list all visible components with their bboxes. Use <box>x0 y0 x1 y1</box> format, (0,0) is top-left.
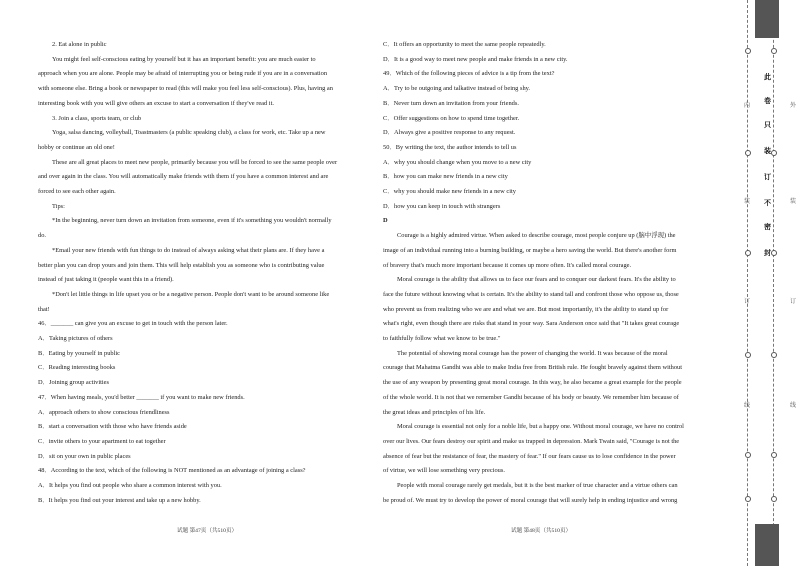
inner-binding-label: 线 <box>744 402 751 409</box>
text-line: and over again in the class. You will automatically make friends with them if you have a common interest and are <box>38 173 329 181</box>
text-line: B．Eating by yourself in public <box>38 349 121 357</box>
text-line: the use of any weapon by presenting great moral courage. In this way, he also became a great example for the people <box>383 379 682 387</box>
text-line: absence of fear but the resistance of fear, the mastery of fear." If our fears cause us to lose confidence in the power <box>383 452 676 460</box>
text-line: of virtue, we will lose something very precious. <box>383 467 505 475</box>
binding-notice-char: 此 <box>764 73 771 81</box>
text-line: over our lives. Our fears destroy our spirit and make us trapped in depression. Mark Twain said, "Courage is not the <box>383 437 680 445</box>
text-line: Moral courage is essential not only for a noble life, but a happy one. Without moral courage, we have no control <box>397 423 684 431</box>
binding-hole-circle <box>771 48 777 54</box>
inner-binding-label: 内 <box>744 102 751 109</box>
text-line: These are all great places to meet new people, primarily because you will be forced to see the same people over <box>52 158 338 166</box>
binding-hole-circle <box>745 452 751 458</box>
text-line: B．how you can make new friends in a new city <box>383 173 508 181</box>
text-line: 3. Join a class, sports team, or club <box>52 114 142 122</box>
text-line: A．approach others to show conscious friendliness <box>38 408 170 416</box>
text-line: People with moral courage rarely get medals, but it is the best marker of true character and a virtue others can <box>397 482 678 490</box>
text-line: of bravery that's much more important because it comes up more often. It's called moral courage. <box>383 261 632 269</box>
text-line: The potential of showing moral courage has the power of changing the world. It was because of the moral <box>397 349 668 357</box>
text-line: B．Never turn down an invitation from your friends. <box>383 99 519 107</box>
page-footer-right: 试题 第48页（共510页） <box>511 528 572 534</box>
text-line: instead of just taking it (people want this in a friend). <box>38 276 174 284</box>
text-line: Courage is a highly admired virtue. When asked to describe courage, most people conjure up (脑中浮现) the <box>397 232 676 240</box>
binding-hole-circle <box>745 496 751 502</box>
binding-notice-char: 只 <box>764 121 771 129</box>
binding-notice-char: 订 <box>764 173 771 181</box>
binding-notice-char: 卷 <box>764 97 771 105</box>
text-line: Moral courage is the ability that allows us to face our fears and to conquer our darkest fears. It's the ability to <box>397 276 676 284</box>
binding-hole-circle <box>745 48 751 54</box>
text-line: 50．By writing the text, the author intends to tell us <box>383 143 517 151</box>
text-line: the great ideas and principles of his life. <box>383 408 486 416</box>
text-line: to faithfully follow what we know to be true." <box>383 335 501 343</box>
text-line: *Email your new friends with fun things to do instead of always asking what their plans are. If they have a <box>52 246 325 254</box>
text-line: *In the beginning, never turn down an invitation from someone, even if it's something you wouldn't normally <box>52 217 332 225</box>
text-line: Yoga, salsa dancing, volleyball, Toastmasters (a public speaking club), a class for work, etc. Take up a new <box>52 129 326 137</box>
binding-notice-char: 封 <box>764 249 771 257</box>
text-line: C．invite others to your apartment to eat together <box>38 437 166 445</box>
left-column <box>38 38 368 509</box>
section-heading: D <box>383 217 388 225</box>
text-line: B．It helps you find out your interest and take up a new hobby. <box>38 496 201 504</box>
text-line: D．sit on your own in public places <box>38 452 131 460</box>
text-line: do. <box>38 232 46 240</box>
text-line: You might feel self-conscious eating by yourself but it has an important benefit: you are much easier to <box>52 55 316 63</box>
text-line: B．start a conversation with those who have friends aside <box>38 423 187 431</box>
text-line: D．It is a good way to meet new people and make friends in a new city. <box>383 55 568 63</box>
binding-hole-circle <box>771 352 777 358</box>
text-line: who prevent us from realizing who we are and what we are. But most importantly, it's the ability to stand up for <box>383 305 669 313</box>
text-line: D．Joining group activities <box>38 379 109 387</box>
binding-hole-circle <box>745 352 751 358</box>
text-line: 46．_______ can give you an excuse to get in touch with the person later. <box>38 320 228 328</box>
binding-hole-circle <box>771 150 777 156</box>
outer-binding-label: 订 <box>790 298 797 305</box>
inner-binding-label: 订 <box>744 298 751 305</box>
text-line: face the future without knowing what is certain. It's the ability to stand tall and confront those who oppose us, those <box>383 290 679 298</box>
text-line: courage that Mahatma Gandhi was able to make India free from British rule. He fought bravely against them without <box>383 364 683 372</box>
text-line: A．It helps you find out people who share a common interest with you. <box>38 482 222 490</box>
text-line: 2. Eat alone in public <box>52 41 107 48</box>
text-line: A．why you should change when you move to a new city <box>383 158 532 166</box>
text-line: with someone else. Bring a book or newspaper to read (this will make you feel less self-conscious). Plus, having an <box>38 85 333 93</box>
text-line: better plan you can drop yours and join them. This will help establish you as someone who is contributing value <box>38 261 325 269</box>
text-line: that! <box>38 305 50 313</box>
outer-binding-label: 线 <box>790 402 797 409</box>
binding-hole-circle <box>745 250 751 256</box>
page-footer-left: 试题 第47页（共510页） <box>177 528 238 534</box>
text-line: Tips: <box>52 202 65 210</box>
text-line: 48．According to the text, which of the following is NOT mentioned as an advantage of joining a class? <box>38 467 306 475</box>
outer-binding-label: 装 <box>790 198 797 205</box>
binding-block-bottom <box>755 524 779 566</box>
binding-block-top <box>755 0 779 38</box>
binding-hole-circle <box>771 452 777 458</box>
text-line: A．Try to be outgoing and talkative instead of being shy. <box>383 85 531 93</box>
right-column <box>383 38 723 509</box>
inner-binding-label: 装 <box>744 198 751 205</box>
binding-hole-circle <box>771 250 777 256</box>
binding-notice-char: 不 <box>764 199 771 207</box>
binding-notice-char: 密 <box>764 223 771 231</box>
text-line: interesting book with you will give others an excuse to start a conversation if they've read it. <box>38 99 274 107</box>
binding-hole-circle <box>745 150 751 156</box>
text-line: be proud of. We must try to develop the power of moral courage that will surely help in ending injustice and wrong <box>383 496 678 504</box>
text-line: hobby or continue an old one! <box>38 143 115 151</box>
binding-rule-inner <box>747 0 748 566</box>
text-line: image of an individual running into a burning building, or maybe a hero saving the world. But there's another form <box>383 246 677 254</box>
text-line: of the whole world. It is not that we remember Gandhi because of his body or beauty. We remember him because of <box>383 393 679 401</box>
text-line: 49．Which of the following pieces of advice is a tip from the text? <box>383 70 555 78</box>
text-line: D．how you can keep in touch with strangers <box>383 202 501 210</box>
text-line: forced to see each other again. <box>38 188 116 196</box>
binding-rule-outer <box>773 0 774 566</box>
text-line: C．It offers an opportunity to meet the same people repeatedly. <box>383 41 546 48</box>
text-line: 47．When having meals, you'd better _______ if you want to make new friends. <box>38 393 245 401</box>
text-line: A．Taking pictures of others <box>38 335 113 343</box>
text-line: *Don't let little things in life upset you or be a negative person. People don't want to be around someone like <box>52 290 330 298</box>
text-line: D．Always give a positive response to any request. <box>383 129 516 137</box>
binding-notice-char: 装 <box>764 147 771 155</box>
text-line: approach when you are alone. People may be afraid of interrupting you or being rude if you are in a conversation <box>38 70 328 78</box>
outer-binding-label: 外 <box>790 102 797 109</box>
text-line: what's right, even though there are risks that stand in your way. Sara Anderson once said that "It takes great courage <box>383 320 680 328</box>
text-line: C．why you should make new friends in a new city <box>383 188 516 196</box>
text-line: C．Offer suggestions on how to spend time together. <box>383 114 520 122</box>
text-line: C．Reading interesting books <box>38 364 116 372</box>
binding-hole-circle <box>771 496 777 502</box>
